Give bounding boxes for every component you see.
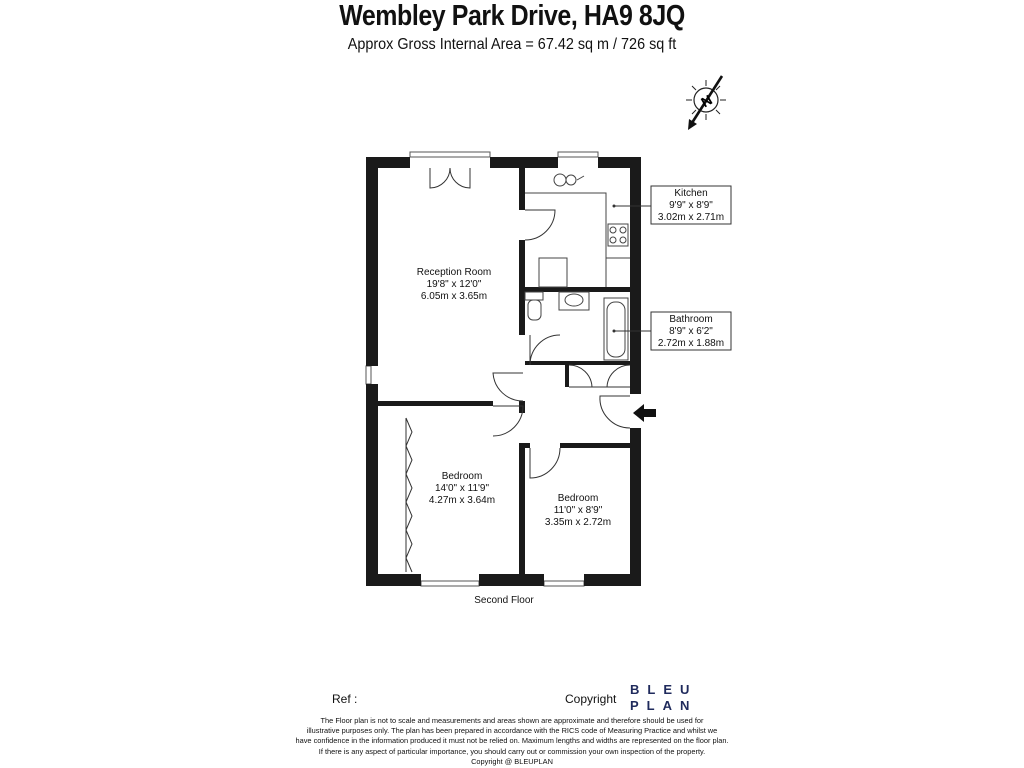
room-imperial: 8'9" x 6'2" (669, 326, 713, 337)
entrance-arrow-icon (633, 404, 656, 422)
room-name: Bedroom (441, 471, 483, 482)
north-arrow-icon (686, 76, 726, 130)
room-metric: 4.27m x 3.64m (428, 495, 496, 506)
room-metric: 6.05m x 3.65m (420, 291, 488, 302)
room-metric: 2.72m x 1.88m (657, 338, 725, 349)
ref-label: Ref : (332, 692, 358, 706)
north-letter: N (698, 91, 715, 111)
logo-line-1: BLEU (630, 682, 698, 697)
logo-line-2: PLAN (630, 698, 698, 713)
room-imperial: 14'0" x 11'9" (434, 483, 490, 494)
room-name: Bedroom (557, 493, 599, 504)
plan-title: Wembley Park Drive, HA9 8JQ (339, 0, 685, 32)
gross-area-text: Approx Gross Internal Area = 67.42 sq m / 726 sq ft (347, 36, 677, 53)
copyright-label: Copyright (565, 692, 617, 706)
room-imperial: 9'9" x 8'9" (669, 200, 713, 211)
room-reception (417, 267, 491, 302)
bathroom-fixtures (525, 292, 628, 360)
disclaimer-line: If there is any aspect of particular importance, you should carry out or commission your own inspection of the property. (318, 746, 706, 756)
room-name: Reception Room (416, 267, 492, 278)
disclaimer-line: The Floor plan is not to scale and measurements and areas shown are approximate and therefore should be used for (320, 716, 704, 725)
room-imperial: 11'0" x 8'9" (553, 505, 603, 516)
room-name: Bathroom (669, 314, 713, 325)
room-name: Kitchen (674, 188, 708, 199)
disclaimer (262, 716, 762, 767)
room-bedroom-2 (545, 493, 611, 528)
disclaimer-line: have confidence in the information produced it must not be relied on. Maximum lengths and widths are represented on the floor plan. (295, 736, 729, 746)
room-metric: 3.02m x 2.71m (657, 212, 725, 223)
disclaimer-line: illustrative purposes only. The plan has been prepared in accordance with the RICS code of Measuring Practice and whilst we (306, 726, 718, 736)
disclaimer-line: Copyright @ BLEUPLAN (471, 756, 553, 766)
room-bedroom-1 (429, 471, 495, 506)
room-metric: 3.35m x 2.72m (544, 517, 612, 528)
kitchen-fixtures (525, 174, 630, 287)
bleuplan-logo (630, 682, 700, 714)
room-imperial: 19'8" x 12'0" (426, 279, 482, 290)
floor-label: Second Floor (474, 595, 534, 606)
